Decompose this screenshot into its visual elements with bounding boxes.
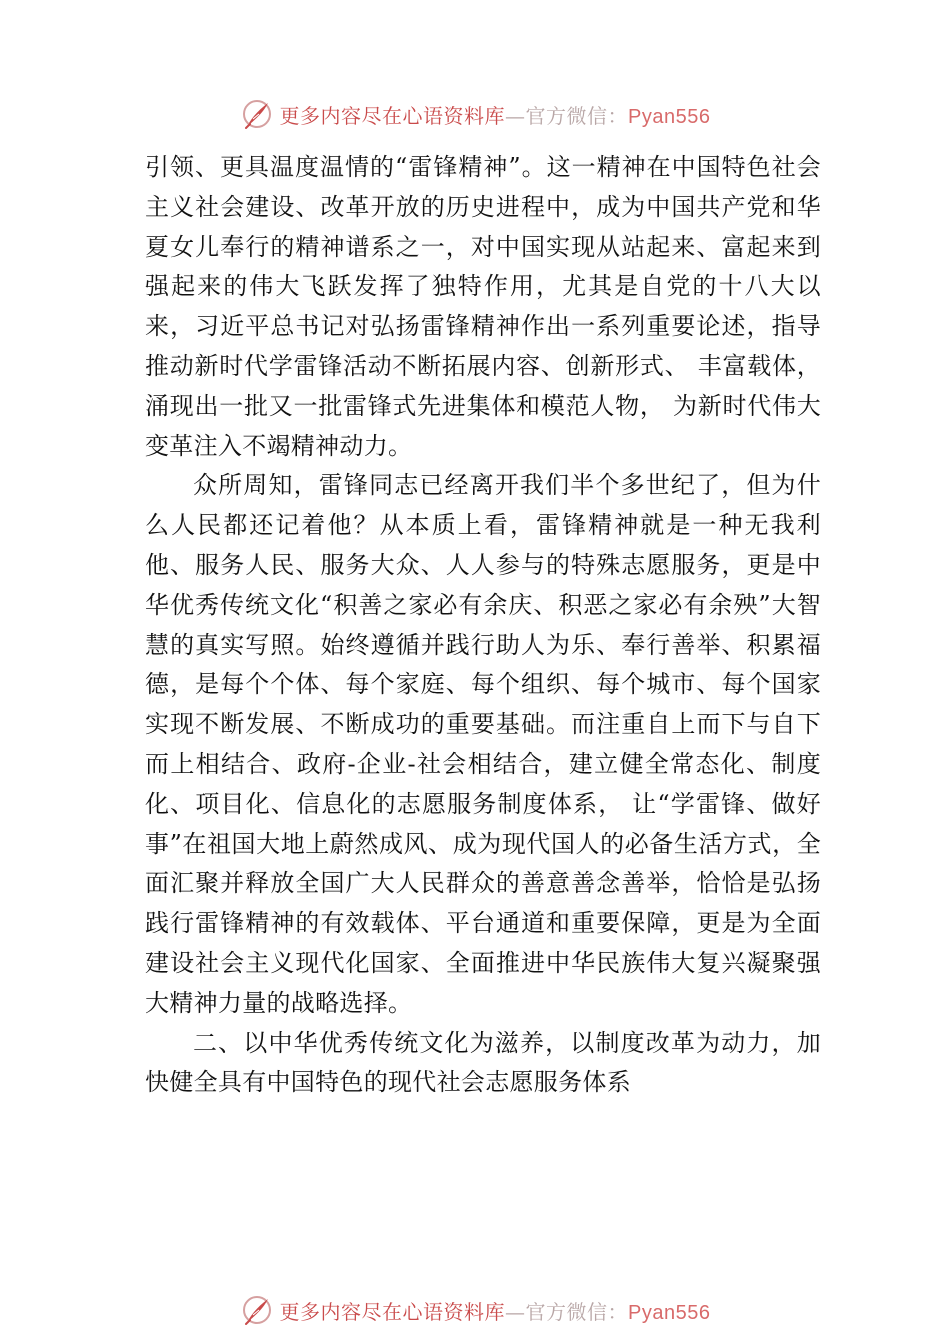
header-separator: — — [505, 103, 526, 128]
header-banner-text — [280, 100, 711, 129]
footer-site-text: 更多内容尽在心语资料库 — [279, 1299, 506, 1324]
section-heading-2: 二、以中华优秀传统文化为滋养，以制度改革为动力，加快健全具有中国特色的现代社会志愿服务体系 — [145, 1028, 821, 1097]
document-body — [145, 148, 821, 1103]
footer-banner-text — [280, 1296, 711, 1325]
header-site-text: 更多内容尽在心语资料库 — [279, 103, 506, 128]
footer-separator: — — [505, 1299, 526, 1324]
header-banner — [0, 94, 950, 134]
paragraph-2: 众所周知，雷锋同志已经离开我们半个多世纪了，但为什么人民都还记着他？从本质上看，雷锋精神就是一种无我利他、服务人民、服务大众、人人参与的特殊志愿服务，更是中华优秀传统文化“积善之家必有余庆、积恶之家必有余殃”大智慧的真实写照。始终遵循并践行助人为乐、奉行善举、积累福德，是每个个体、每个家庭、每个组织、每个城市、每个国家实现不断发展、不断成功的重要基础。而注重自上而下与自下而上相结合、政府-企业-社会相结合，建立健全常态化、制度化、项目化、信息化的志愿服务制度体系， 让“学雷锋、做好事”在祖国大地上蔚然成风、成为现代国人的必备生活方式，全面汇聚并释放全国广大人民群众的善意善念善举，恰恰是弘扬践行雷锋精神的有效载体、平台通道和重要保障，更是为全面建设社会主义现代化国家、全面推进中华民族伟大复兴凝聚强大精神力量的战略选择。 — [145, 471, 821, 1017]
footer-wechat-id: Pyan556 — [628, 1301, 711, 1324]
header-wechat-label: 官方微信： — [525, 103, 629, 128]
header-wechat-id: Pyan556 — [628, 105, 711, 128]
footer-banner — [0, 1290, 950, 1330]
feather-logo-icon — [240, 1293, 274, 1327]
paragraph-1: 引领、更具温度温情的“雷锋精神”。这一精神在中国特色社会主义社会建设、改革开放的历史进程中，成为中国共产党和华夏女儿奉行的精神谱系之一，对中国实现从站起来、富起来到强起来的伟大飞跃发挥了独特作用，尤其是自党的十八大以来，习近平总书记对弘扬雷锋精神作出一系列重要论述，指导推动新时代学雷锋活动不断拓展内容、创新形式、 丰富载体，涌现出一批又一批雷锋式先进集体和模范人物， 为新时代伟大变革注入不竭精神动力。 — [145, 153, 821, 460]
feather-logo-icon — [240, 97, 274, 131]
footer-wechat-label: 官方微信： — [525, 1299, 629, 1324]
